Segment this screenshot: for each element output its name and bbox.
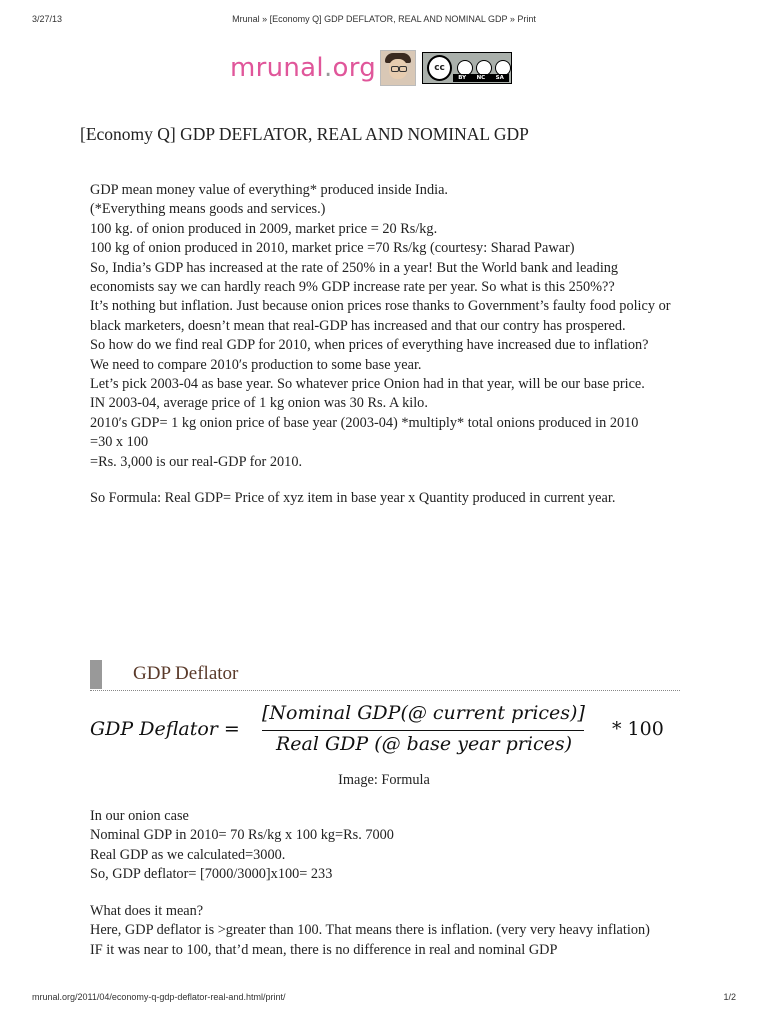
paragraph: =Rs. 3,000 is our real-GDP for 2010. xyxy=(90,453,303,470)
paragraph: Nominal GDP in 2010= 70 Rs/kg x 100 kg=Rs. 7000 xyxy=(90,827,394,844)
article-body-example xyxy=(90,807,680,885)
section-title: GDP Deflator xyxy=(133,663,239,684)
article-body-intro xyxy=(90,181,680,509)
paragraph: =30 x 100 xyxy=(90,434,149,451)
formula-multiplier: * 100 xyxy=(612,718,664,740)
formula-lhs: GDP Deflator = xyxy=(90,718,240,740)
paragraph: Real GDP as we calculated=3000. xyxy=(90,846,286,863)
paragraph: IN 2003-04, average price of 1 kg onion was 30 Rs. A kilo. xyxy=(90,395,428,412)
section-divider xyxy=(90,690,680,691)
license-label-sa: SA xyxy=(495,75,504,81)
license-label-nc: NC xyxy=(476,75,486,81)
page-number: 1/2 xyxy=(723,992,736,1002)
article-title: [Economy Q] GDP DEFLATOR, REAL AND NOMINAL GDP xyxy=(80,124,529,144)
license-label-by: BY xyxy=(458,75,467,81)
paragraph: 2010′s GDP= 1 kg onion price of base year (2003-04) *multiply* total onions produced in 2010 xyxy=(90,414,639,431)
paragraph: So, India’s GDP has increased at the rate of 250% in a year! But the World bank and leading economists say we can hardly reach 9% GDP increase rate per year. So what is this 250%?? xyxy=(90,259,619,296)
fraction-bar xyxy=(262,730,584,731)
paragraph: 100 kg. of onion produced in 2009, market price = 20 Rs/kg. xyxy=(90,220,438,237)
paragraph: What does it mean? xyxy=(90,903,204,919)
paragraph: 100 kg of onion produced in 2010, market price =70 Rs/kg (courtesy: Sharad Pawar) xyxy=(90,240,575,257)
formula-denominator: Real GDP (@ base year prices) xyxy=(276,733,573,755)
image-caption: Image: Formula xyxy=(338,772,430,788)
paragraph: In our onion case xyxy=(90,808,189,824)
print-date: 3/27/13 xyxy=(32,14,63,24)
paragraph: So how do we find real GDP for 2010, when prices of everything have increased due to inflation? xyxy=(90,337,649,354)
gdp-deflator-formula-image xyxy=(90,700,680,764)
paragraph: (*Everything means goods and services.) xyxy=(90,201,326,218)
section-heading xyxy=(90,660,680,692)
section-marker xyxy=(90,660,102,689)
paragraph: We need to compare 2010′s production to some base year. xyxy=(90,356,422,373)
print-page-title: Mrunal » [Economy Q] GDP DEFLATOR, REAL AND NOMINAL GDP » Print xyxy=(232,14,536,24)
article-body-meaning xyxy=(90,902,680,960)
logo-text: mrunal.org xyxy=(230,53,377,83)
formula-numerator: [Nominal GDP(@ current prices)] xyxy=(262,702,585,724)
site-logo[interactable] xyxy=(230,50,512,86)
paragraph: It’s nothing but inflation. Just because onion prices rose thanks to Government’s faulty food policy or black marketers, doesn’t mean that real-GDP has increased and that our contry has prospered. xyxy=(90,298,671,334)
paragraph: Let’s pick 2003-04 as base year. So whatever price Onion had in that year, will be our base price. xyxy=(90,376,645,393)
print-url: mrunal.org/2011/04/economy-q-gdp-deflator-real-and.html/print/ xyxy=(32,992,286,1002)
cc-icon: cc xyxy=(427,55,452,81)
paragraph: So, GDP deflator= [7000/3000]x100= 233 xyxy=(90,866,333,883)
paragraph: Here, GDP deflator is >greater than 100. That means there is inflation. (very very heavy inflation) xyxy=(90,922,650,939)
formula-paragraph: So Formula: Real GDP= Price of xyz item in base year x Quantity produced in current year. xyxy=(90,490,616,507)
paragraph: IF it was near to 100, that’d mean, there is no difference in real and nominal GDP xyxy=(90,941,558,958)
creative-commons-badge[interactable] xyxy=(422,52,512,84)
author-avatar xyxy=(380,50,416,86)
paragraph: GDP mean money value of everything* produced inside India. xyxy=(90,182,448,198)
